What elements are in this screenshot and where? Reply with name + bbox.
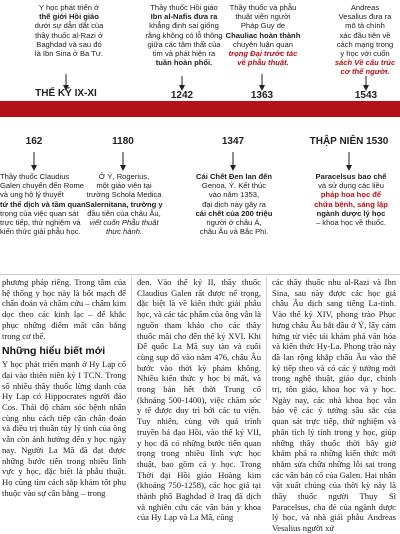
year-top-2: 1242 (170, 90, 194, 101)
column-3-body: các thầy thuốc nhu al-Razi và Ibn Sina, sau này được các học giả châu Âu dịch sang tiếng La-tinh. Vào thế kỷ XIV, phong trào Phục hưng châu Âu bắt đầu ở Ý, lấy cảm hứng từ việc tái khám phá văn hóa và kiến thức Hy-La. Phong trào này đã lan rộng khắp châu Âu vào thế kỷ tiếp theo và có các ý tưởng mới trong nghệ thuật, giáo dục, chính trị, tôn giáo, khoa học và y học. Ngày nay, các nhà khoa học vẫn bảo vệ các ý tưởng sâu sắc của quan sát trực tiếp, thử nghiệm và phân tích lý tính trong y học, giúp những thầy thuốc thời bây giờ khám phá ra những kiến thức mới nhằm sửa chữa những lỗi sai trong các văn bản cổ của Galen. Hai nhân vật xuất chúng của thời kỳ này là thầy thuốc người Thụy Sĩ Paracelsus, cha đẻ của ngành dược lý học, và nhà giải phẫu Andreas Vesalius người xứ (272, 277, 396, 534)
event-top-3-text: Thầy thuốc và phẫu thuật viên người Pháp Guy de Chauliac hoàn thành chuyên luận quan trọng Đại trước tác về phẫu thuật. (225, 3, 301, 68)
year-top-3: 1363 (250, 90, 274, 101)
year-bottom-1: 162 (25, 136, 43, 147)
event-bottom-1-text: Thầy thuốc Claudius Galen chuyển đến Rome và ung hộ lý thuyết tứ thể dịch và tầm quan trọng của việc quan sát trực tiếp, thử nghiệm và kiến thức giải phẫu học. (0, 172, 86, 237)
article-column-2 (137, 277, 261, 523)
year-top-1: THẾ KỶ IX-XI (35, 88, 97, 99)
event-bottom-2-text: Ở Ý, Rogerius, một giáo viên tại trường Schola Medica Salernitana, trường y đầu tiên của châu Âu, viết cuốn Phẫu thuật thực hành. (85, 172, 163, 237)
column-divider-1 (131, 277, 132, 400)
year-bottom-2: 1180 (112, 136, 134, 147)
event-top-1-text: Y học phát triển ở thế giới Hồi giáo dưới sự dẫn dắt của thầy thuốc al-Razi ở Baghdad và sau đó là Ibn Sina ở Ba Tư. (34, 3, 104, 59)
event-bottom-4-text: Paracelsus bao chế và sử dụng các liều pháp hoa học để chữa bệnh, sáng lập ngành dược lý học – khoa học về thuốc. (314, 172, 388, 228)
column-1-body: Y học phát triển mạnh ở Hy Lạp cổ đại vào thiên niên kỷ I TCN. Trong số nhiều thầy thuốc lừng danh của Hy Lạp có Hippocrates người đảo Cos. Thái độ chăm sóc bệnh nhân cùng nhu cách tiếp cận chẩn đoán và điều trị thuần túy lý tính của ông vẫn còn ảnh hưởng đến y học ngày nay. Người La Mã đã đạt được những bước tiến trong nhiều lĩnh vực y học, đặc biệt là phẫu thuật. Họ cũng tìm cách sắp khám tốt phụ thuộc vào sự cân bằng – trong (2, 359, 126, 498)
column-divider-2 (266, 277, 267, 400)
event-top-2-text: Thầy thuốc Hồi giáo Ibn al-Nafis đưa ra khẳng định sai giống rằng không có lỗ thông giữa các tâm thất của tim và phát hiện ra tuần hoàn phổi. (145, 3, 223, 68)
column-2-body: đen. Vào thế kỷ II, thầy thuốc Claudius Galen rất được nể trọng, đặc biệt là về kiến thức giải phẫu học, và các tác phẩm của ông vẫn là nguồn tham khảo cho các thầy thuốc mãi cho đến thế kỷ XVI. Khi Đế quốc La Mã suy tàn và cuối cùng sụp đổ vào năm 476, châu Âu bước vào thời kỳ phảm không. Nhiều kiến thức y học bị mất, và trong bản hết thời Trung cổ (khoảng 500-1400), việc chăm sóc y tế được duy trì bởi các tu viện. Tuy nhiên, cùng với quá trình truyền bá đạo Hồi, vào thế kỷ VII, y học đã có những bước tiến quan trọng trong nhiều lĩnh vực học thuật, bao gồm cả y học. Trong Thời đại Hồi giáo Hoàng kim (khoảng 750-1258), các học giả tại thành phố Baghdad ở Iraq đã dịch và nghiên cứu các văn bản y khoa của Hy Lạp và La Mã, cũng (137, 277, 261, 523)
column-1-intro: phương pháp riêng. Trong tâm của hệ thống y học này là bốt mạch để chẩn đoán và châm cứu – châm kim dọc theo các kinh lạc – để khắc phục những điểm mất cân bằng trong cơ thể. (2, 277, 126, 341)
year-bottom-4: THẬP NIÊN 1530 (309, 136, 389, 147)
article-column-3 (272, 277, 396, 534)
year-bottom-3: 1347 (221, 136, 245, 147)
section-heading: Những hiểu biết mới (2, 345, 106, 358)
section-divider (0, 274, 400, 275)
event-bottom-3-text: Cái Chết Đen lan đến Genoa, Ý. Kết thúc vào năm 1353, đại dịch này gây ra cái chết của 200 triệu người ở châu Á, châu Âu và Bắc Phi. (195, 172, 273, 237)
article-column-1 (2, 277, 126, 498)
event-top-4-text: Andreas Vesalius đưa ra mô tả chính xác đầu tiên về cách mạng trong y học với cuốn sách Về cấu trúc cơ thể người. (334, 3, 396, 77)
year-top-4: 1543 (354, 90, 378, 101)
article-body (0, 277, 400, 534)
